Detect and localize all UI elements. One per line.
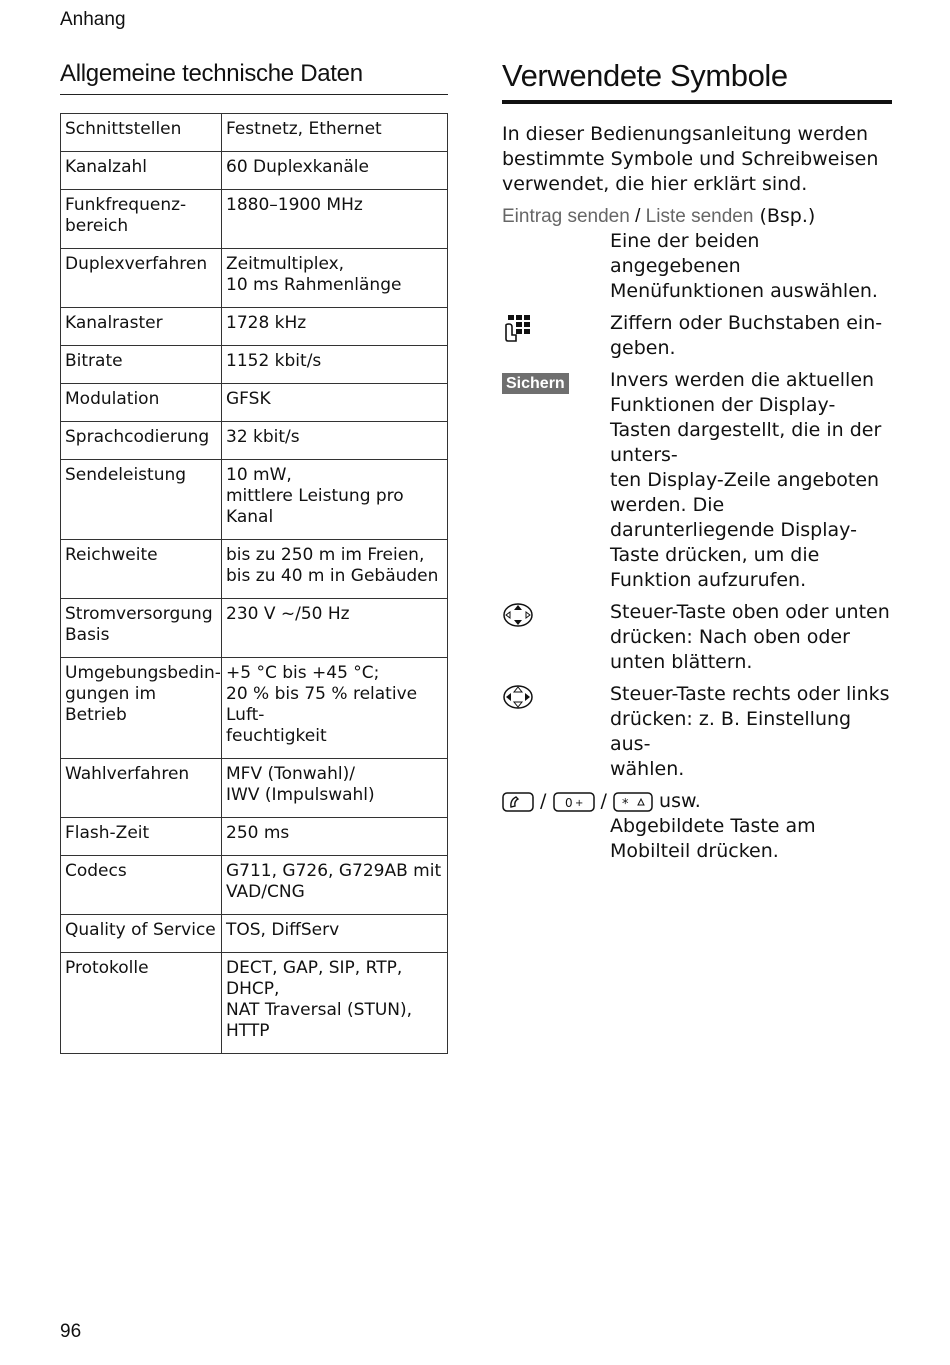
table-row (61, 599, 448, 658)
spec-key: Modulation (61, 384, 222, 422)
symbol-entry-keypad (502, 311, 892, 361)
spec-key: Codecs (61, 856, 222, 915)
symbols-section (502, 58, 892, 864)
table-row (61, 308, 448, 346)
menu-example-description: Eine der beiden angegebenen Menüfunktionen auswählen. (610, 230, 878, 302)
spec-key: Sprachcodierung (61, 422, 222, 460)
symbol-entry-nav-updown (502, 600, 892, 675)
table-row (61, 249, 448, 308)
running-head: Anhang (60, 9, 126, 30)
table-row (61, 915, 448, 953)
table-row (61, 818, 448, 856)
phone-keys-example (502, 789, 892, 814)
nav-updown-description: Steuer-Taste oben oder unten drücken: Nach oben oder unten blättern. (610, 601, 890, 673)
spec-key: Duplexverfahren (61, 249, 222, 308)
spec-value: 230 V ~/50 Hz (222, 599, 448, 658)
technical-data-section (60, 60, 448, 1054)
spec-key: Funkfrequenz- bereich (61, 190, 222, 249)
table-row (61, 658, 448, 759)
symbols-intro: In dieser Bedienungsanleitung werden bestimmte Symbole und Schreibweisen verwendet, die hier erklärt sind. (502, 123, 879, 195)
keys-separator-2: / (600, 790, 607, 812)
svg-text:*: * (622, 796, 629, 812)
keys-separator-1: / (540, 790, 547, 812)
spec-value: 1152 kbit/s (222, 346, 448, 384)
spec-value: 250 ms (222, 818, 448, 856)
svg-text:0: 0 (564, 795, 573, 810)
keypad-description: Ziffern oder Buchstaben ein- geben. (610, 312, 883, 359)
menu-function-2: Liste senden (645, 206, 754, 227)
table-row (61, 856, 448, 915)
spec-value: DECT, GAP, SIP, RTP, DHCP, NAT Traversal (STUN), HTTP (222, 953, 448, 1054)
table-row (61, 422, 448, 460)
svg-text:+: + (574, 797, 583, 809)
spec-value: GFSK (222, 384, 448, 422)
spec-key: Sendeleistung (61, 460, 222, 540)
nav-leftright-description: Steuer-Taste rechts oder links drücken: z. B. Einstellung aus- wählen. (610, 683, 890, 780)
spec-value: MFV (Tonwahl)/ IWV (Impulswahl) (222, 759, 448, 818)
spec-key: Wahlverfahren (61, 759, 222, 818)
keypad-icon (502, 313, 532, 343)
technical-data-table (60, 113, 448, 1054)
spec-key: Protokolle (61, 953, 222, 1054)
page-number: 96 (60, 1321, 82, 1342)
spec-key: Flash-Zeit (61, 818, 222, 856)
softkey-label: Sichern (502, 373, 569, 394)
spec-key: Schnittstellen (61, 114, 222, 152)
keys-suffix: usw. (659, 790, 701, 812)
technical-data-title: Allgemeine technische Daten (60, 60, 448, 95)
spec-value: G711, G726, G729AB mit VAD/CNG (222, 856, 448, 915)
symbol-entry-nav-leftright (502, 682, 892, 782)
spec-value: 32 kbit/s (222, 422, 448, 460)
menu-example (502, 204, 892, 229)
table-row (61, 384, 448, 422)
talk-key-icon (502, 791, 534, 813)
spec-value: Zeitmultiplex, 10 ms Rahmenlänge (222, 249, 448, 308)
spec-value: 60 Duplexkanäle (222, 152, 448, 190)
phone-keys-description: Abgebildete Taste am Mobilteil drücken. (610, 815, 816, 862)
spec-value: +5 °C bis +45 °C; 20 % bis 75 % relative Luft- feuchtigkeit (222, 658, 448, 759)
spec-value: TOS, DiffServ (222, 915, 448, 953)
spec-value: 1880–1900 MHz (222, 190, 448, 249)
spec-key: Reichweite (61, 540, 222, 599)
spec-value: Festnetz, Ethernet (222, 114, 448, 152)
spec-key: Stromversorgung Basis (61, 599, 222, 658)
menu-example-suffix: (Bsp.) (753, 205, 816, 227)
spec-value: 1728 kHz (222, 308, 448, 346)
spec-value: bis zu 250 m im Freien, bis zu 40 m in Gebäuden (222, 540, 448, 599)
softkey-description: Invers werden die aktuellen Funktionen der Display-Tasten dargestellt, die in der unters- ten Display-Zeile angeboten werden. Die darunterliegende Display-Taste drücken, um die Funktion aufzurufen. (610, 369, 882, 591)
star-key-icon (613, 791, 653, 813)
symbol-entry-softkey (502, 368, 892, 593)
table-row (61, 152, 448, 190)
table-row (61, 953, 448, 1054)
nav-key-up-down-icon (502, 602, 534, 628)
spec-key: Bitrate (61, 346, 222, 384)
spec-key: Umgebungsbedin- gungen im Betrieb (61, 658, 222, 759)
table-row (61, 114, 448, 152)
table-row (61, 346, 448, 384)
spec-key: Kanalraster (61, 308, 222, 346)
menu-separator: / (629, 206, 646, 227)
table-row (61, 759, 448, 818)
spec-key: Kanalzahl (61, 152, 222, 190)
table-row (61, 540, 448, 599)
table-row (61, 460, 448, 540)
spec-value: 10 mW, mittlere Leistung pro Kanal (222, 460, 448, 540)
nav-key-left-right-icon (502, 684, 534, 710)
table-row (61, 190, 448, 249)
menu-function-1: Eintrag senden (502, 206, 630, 227)
spec-key: Quality of Service (61, 915, 222, 953)
zero-key-icon (553, 791, 595, 813)
symbols-title: Verwendete Symbole (502, 58, 892, 104)
